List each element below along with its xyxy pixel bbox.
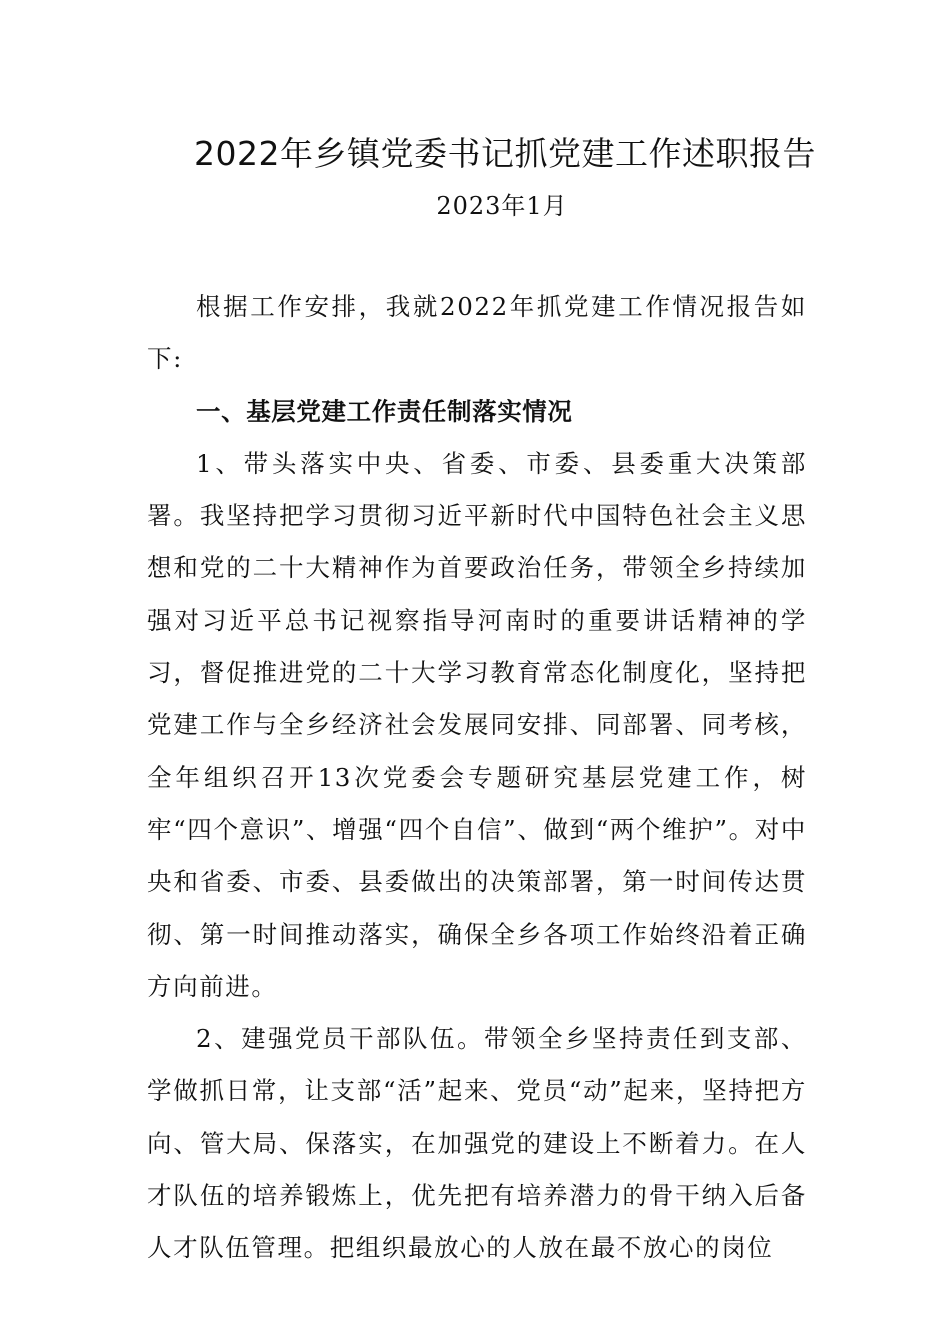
document-body (147, 281, 807, 1275)
section-heading: 一、基层党建工作责任制落实情况 (196, 396, 573, 426)
intro-paragraph: 根据工作安排，我就2022年抓党建工作情况报告如下: (147, 292, 807, 374)
body-paragraph: 1、带头落实中央、省委、市委、县委重大决策部署。我坚持把学习贯彻习近平新时代中国特色社会主义思想和党的二十大精神作为首要政治任务，带领全乡持续加强对习近平总书记视察指导河南时的重要讲话精神的学习，督促推进党的二十大学习教育常态化制度化，坚持把党建工作与全乡经济社会发展同安排、同部署、同考核，全年组织召开13次党委会专题研究基层党建工作，树牢“四个意识”、增强“四个自信”、做到“两个维护”。对中央和省委、市委、县委做出的决策部署，第一时间传达贯彻、第一时间推动落实，确保全乡各项工作始终沿着正确方向前进。 (147, 448, 807, 1001)
document-title: 2022年乡镇党委书记抓党建工作述职报告 (194, 134, 816, 173)
body-paragraph: 2、建强党员干部队伍。带领全乡坚持责任到支部、学做抓日常，让支部“活”起来、党员“动”起来，坚持把方向、管大局、保落实，在加强党的建设上不断着力。在人才队伍的培养锻炼上，优先把有培养潜力的骨干纳入后备人才队伍管理。把组织最放心的人放在最不放心的岗位 (147, 1024, 807, 1263)
document-date: 2023年1月 (436, 192, 568, 220)
